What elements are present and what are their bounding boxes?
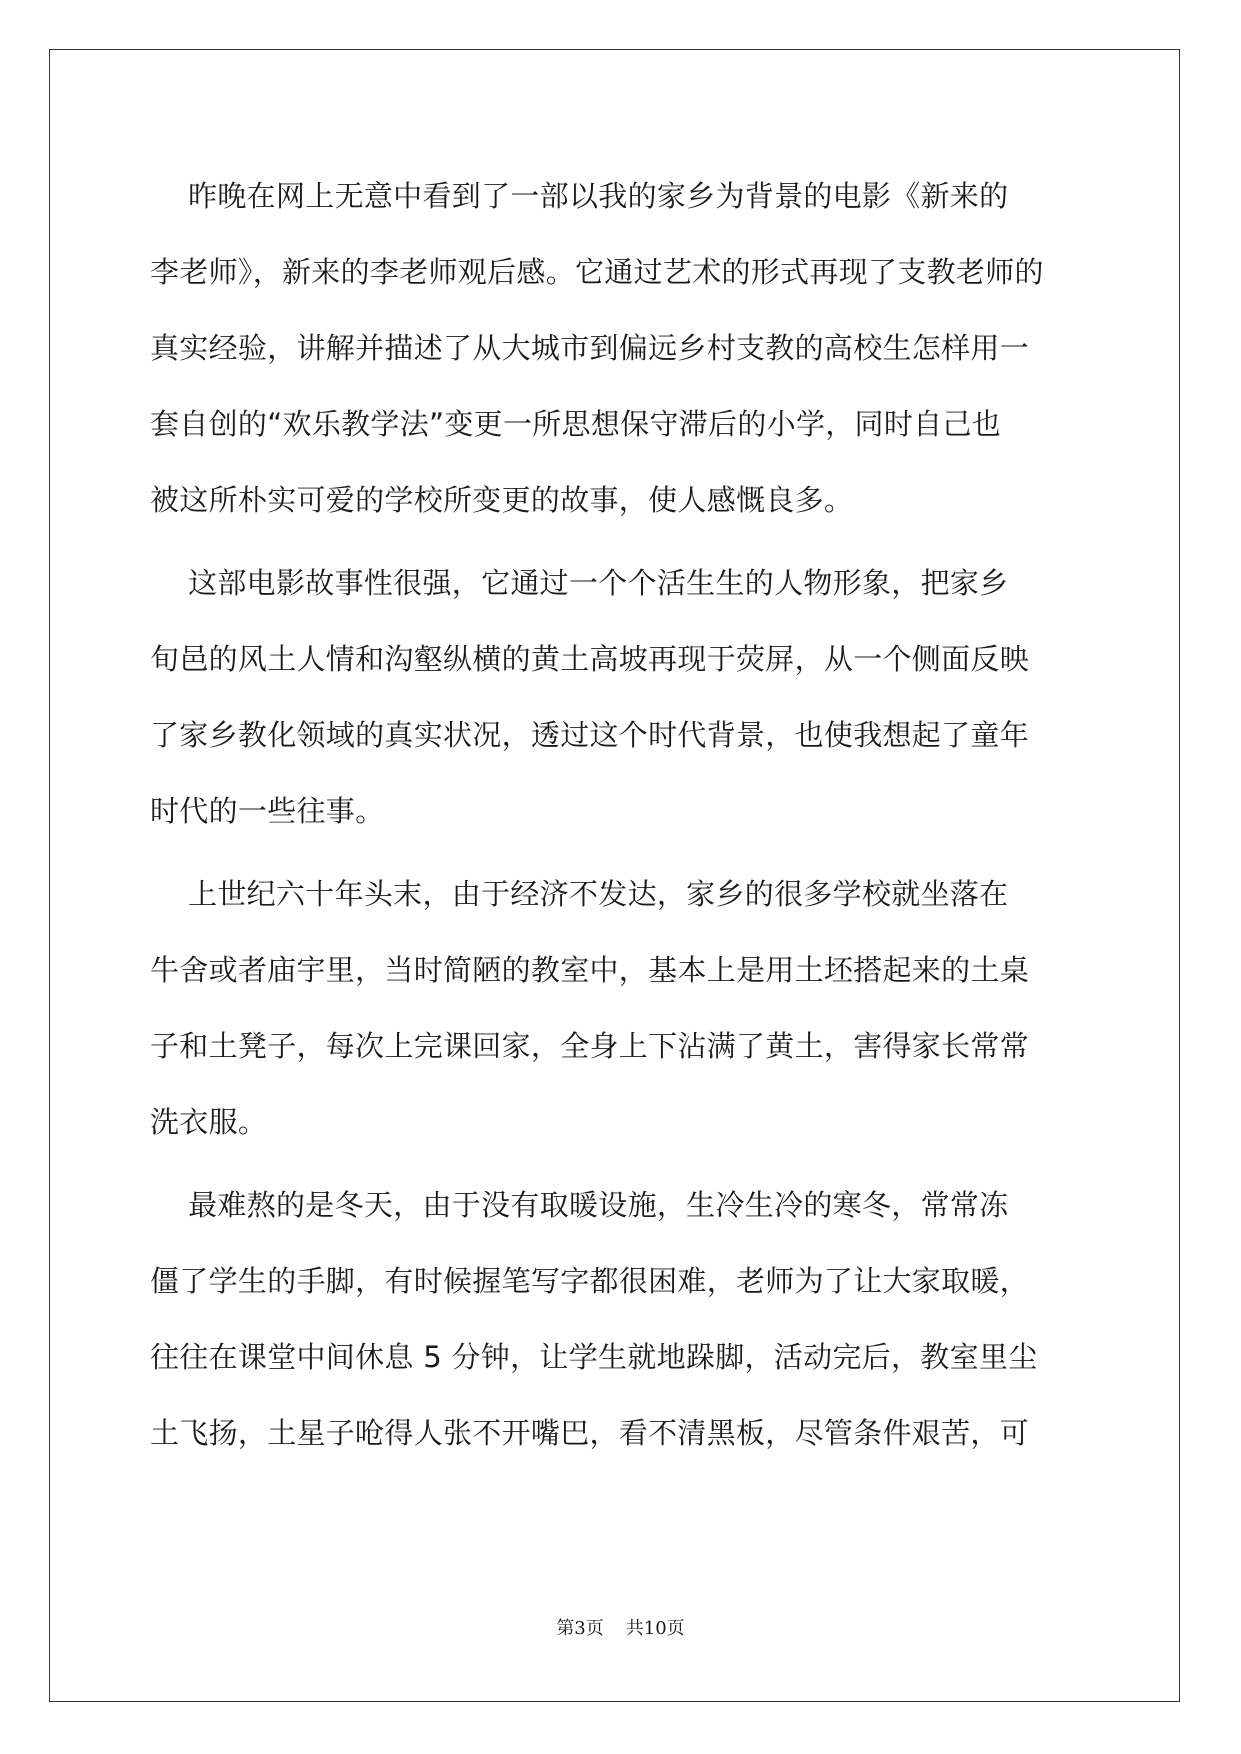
paragraph-line: 上世纪六十年头末，由于经济不发达，家乡的很多学校就坐落在 bbox=[150, 877, 1009, 911]
paragraph-line: 僵了学生的手脚，有时候握笔写字都很困难，老师为了让大家取暖， bbox=[150, 1264, 1030, 1298]
paragraph-line: 被这所朴实可爱的学校所变更的故事，使人感慨良多。 bbox=[150, 483, 854, 517]
paragraph-line: 牛舍或者庙宇里，当时简陋的教室中，基本上是用土坯搭起来的土桌 bbox=[150, 953, 1030, 987]
paragraph-line: 旬邑的风土人情和沟壑纵横的黄土高坡再现于荧屏，从一个侧面反映 bbox=[150, 642, 1030, 676]
paragraph-line: 时代的一些往事。 bbox=[150, 794, 385, 828]
paragraph-line: 洗衣服。 bbox=[150, 1105, 268, 1139]
paragraph-line: 了家乡教化领域的真实状况，透过这个时代背景，也使我想起了童年 bbox=[150, 718, 1030, 752]
paragraph-2 bbox=[150, 545, 1085, 849]
paragraph-line: 往往在课堂中间休息 5 分钟，让学生就地跺脚，活动完后，教室里尘 bbox=[150, 1340, 1038, 1374]
paragraph-line: 这部电影故事性很强，它通过一个个活生生的人物形象，把家乡 bbox=[150, 566, 1009, 600]
paragraph-line: 土飞扬，土星子呛得人张不开嘴巴，看不清黑板，尽管条件艰苦，可 bbox=[150, 1416, 1030, 1450]
paragraph-1 bbox=[150, 158, 1085, 538]
paragraph-line: 子和土凳子，每次上完课回家，全身上下沾满了黄土，害得家长常常 bbox=[150, 1029, 1030, 1063]
paragraph-line: 套自创的“欢乐教学法”变更一所思想保守滞后的小学，同时自己也 bbox=[150, 407, 1002, 441]
paragraph-line: 真实经验，讲解并描述了从大城市到偏远乡村支教的高校生怎样用一 bbox=[150, 331, 1030, 365]
page-total: 共10页 bbox=[625, 1618, 685, 1639]
paragraph-3 bbox=[150, 856, 1085, 1160]
paragraph-4 bbox=[150, 1167, 1085, 1471]
document-body bbox=[150, 158, 1085, 1471]
paragraph-line: 最难熬的是冬天，由于没有取暖设施，生冷生冷的寒冬，常常冻 bbox=[150, 1188, 1009, 1222]
paragraph-line: 李老师》，新来的李老师观后感。它通过艺术的形式再现了支教老师的 bbox=[150, 255, 1044, 289]
page-number: 第3页 bbox=[556, 1618, 604, 1639]
page-footer bbox=[0, 1614, 1241, 1640]
paragraph-line: 昨晚在网上无意中看到了一部以我的家乡为背景的电影《新来的 bbox=[150, 179, 1009, 213]
